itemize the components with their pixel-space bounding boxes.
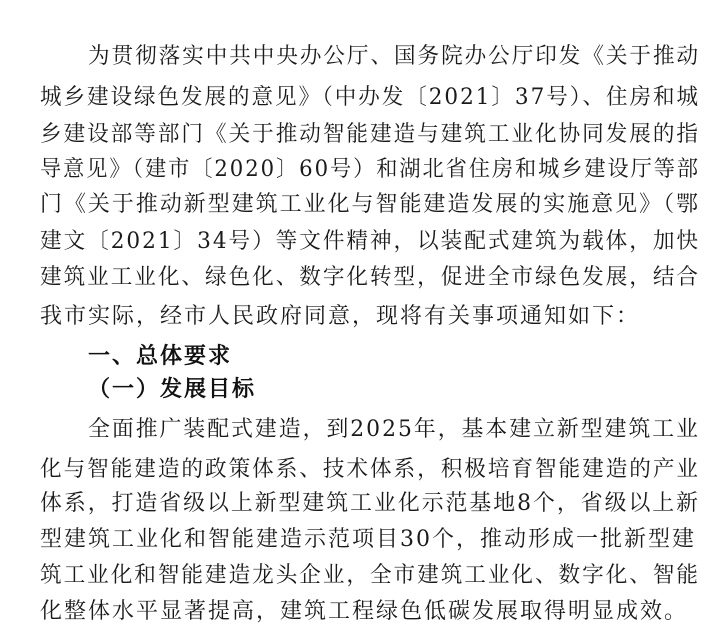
paragraph1-line-4: 导意见》（建市〔2020〕60号）和湖北省住房和城乡建设厅等部: [40, 157, 700, 182]
paragraph2-line-6: 化整体水平显著提高，建筑工程绿色低碳发展取得明显成效。: [40, 599, 689, 624]
subsection-heading: （一）发展目标: [88, 377, 257, 402]
paragraph2-line-3: 体系，打造省级以上新型建筑工业化示范基地8个，省级以上新: [40, 491, 701, 516]
paragraph1-line-1: 为贯彻落实中共中央办公厅、国务院办公厅印发《关于推动: [88, 44, 701, 69]
paragraph1-line-7: 建筑业工业化、绿色化、数字化转型，促进全市绿色发展，结合: [40, 265, 700, 290]
paragraph2-line-4: 型建筑工业化和智能建造示范项目30个，推动形成一批新型建: [40, 527, 696, 552]
paragraph1-line-3: 乡建设部等部门《关于推动智能建造与建筑工业化协同发展的指: [40, 122, 700, 147]
paragraph1-line-2: 城乡建设绿色发展的意见》（中办发〔2021〕37号）、住房和城: [40, 85, 700, 110]
paragraph1-line-8: 我市实际，经市人民政府同意，现将有关事项通知如下：: [40, 304, 641, 329]
paragraph2-line-2: 化与智能建造的政策体系、技术体系，积极培育智能建造的产业: [40, 457, 700, 482]
paragraph1-line-5: 门《关于推动新型建筑工业化与智能建造发展的实施意见》（鄂: [40, 192, 701, 217]
paragraph1-line-6: 建文〔2021〕34号）等文件精神，以装配式建筑为载体，加快: [40, 229, 700, 254]
section-heading: 一、总体要求: [88, 344, 233, 369]
paragraph2-line-5: 筑工业化和智能建造龙头企业，全市建筑工业化、数字化、智能: [40, 563, 700, 588]
paragraph2-line-1: 全面推广装配式建造，到2025年，基本建立新型建筑工业: [88, 417, 700, 442]
